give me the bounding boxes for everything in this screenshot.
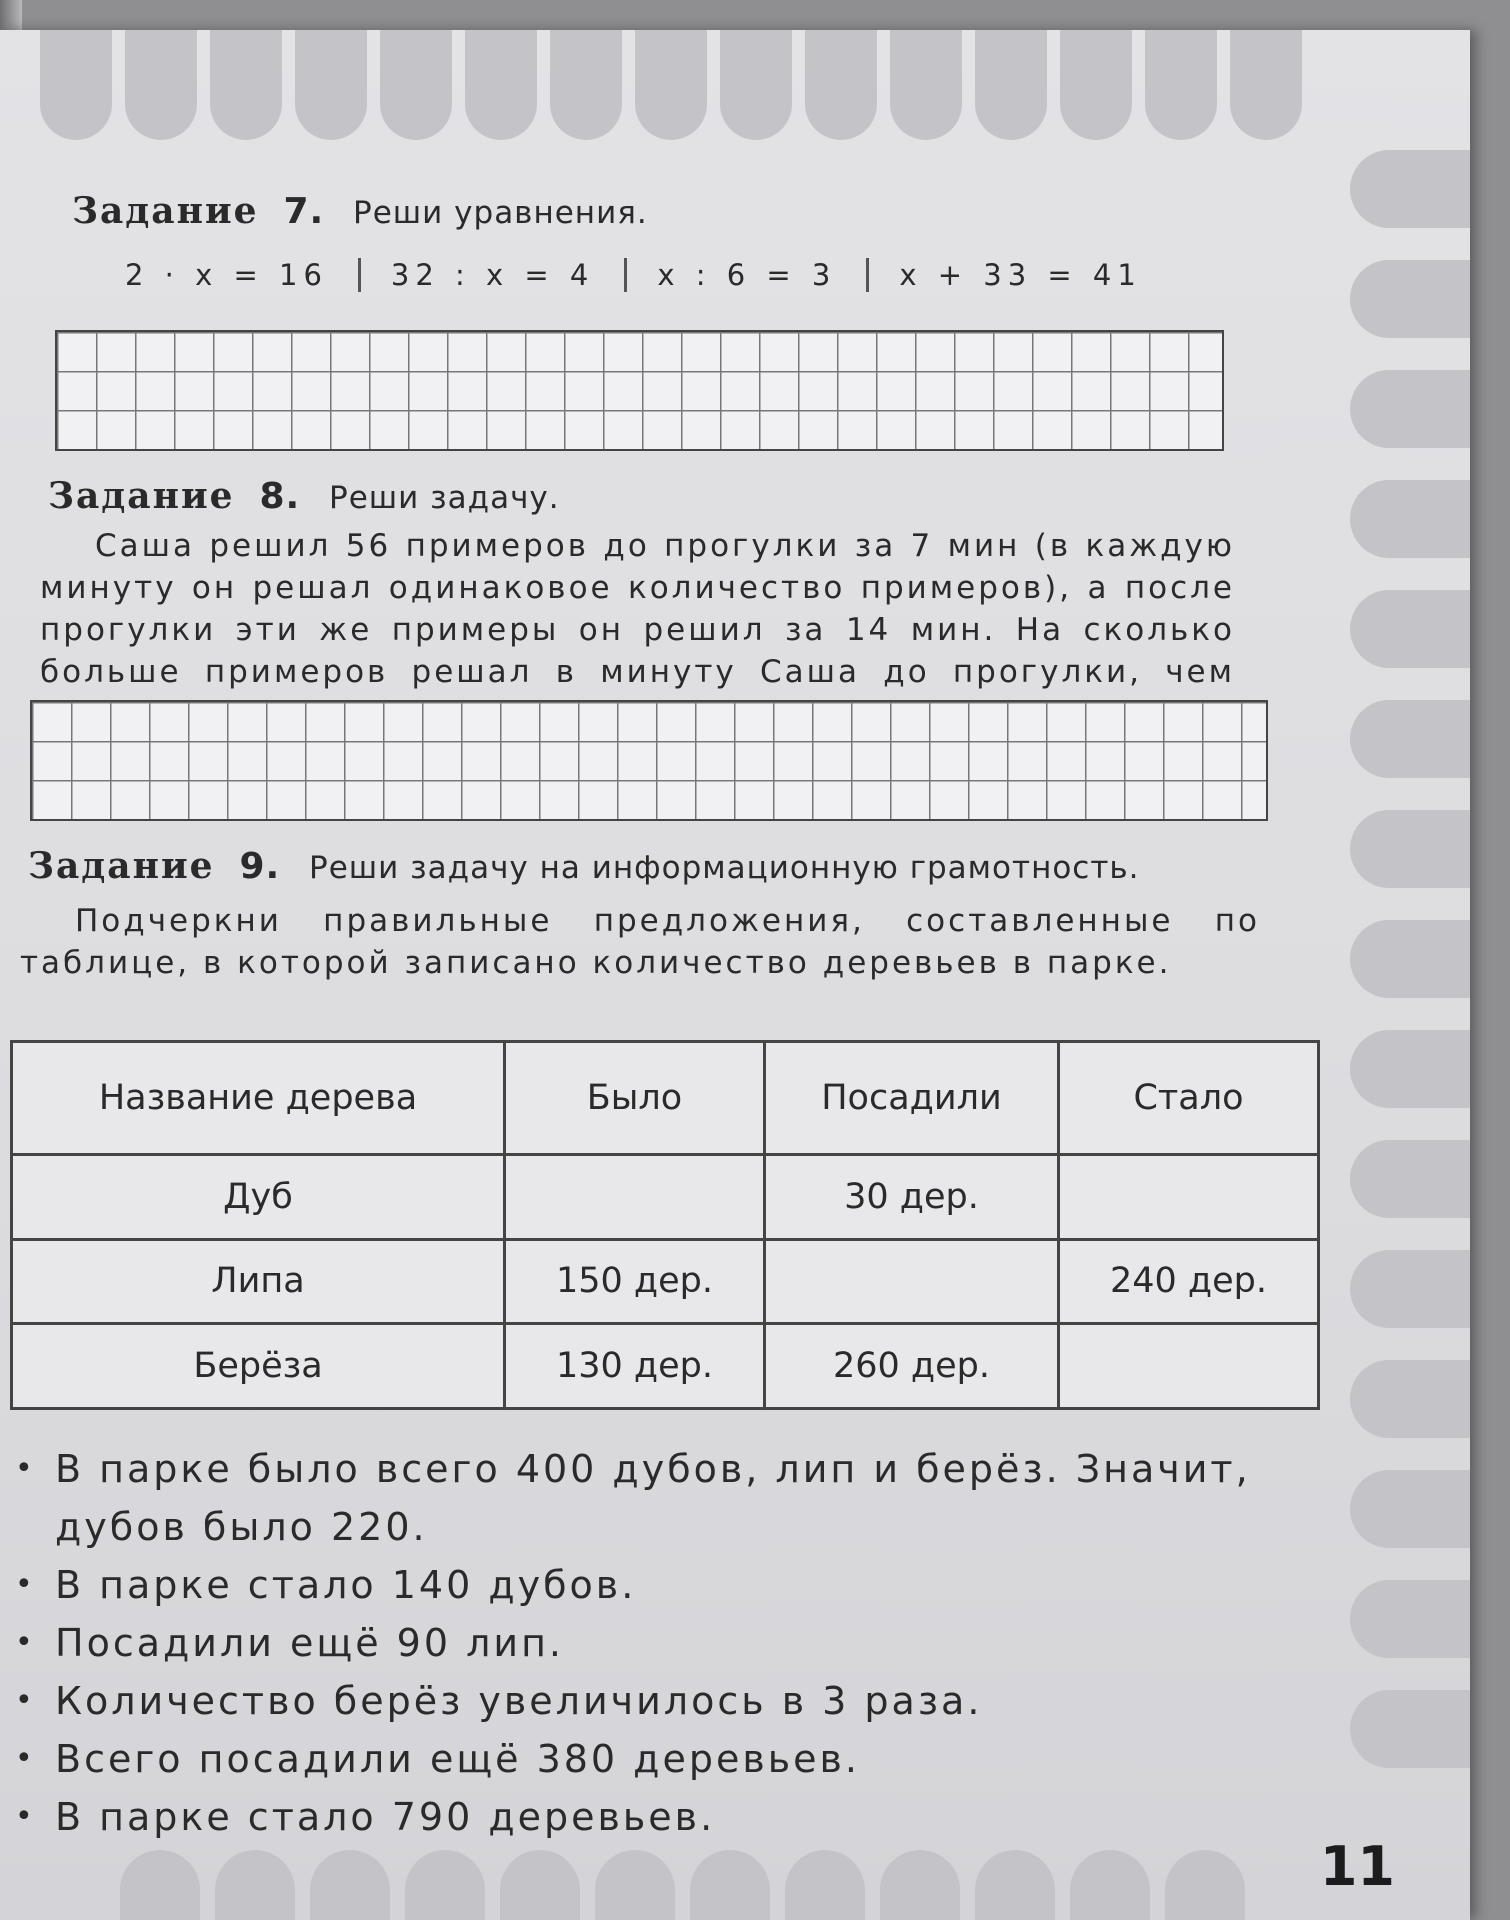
table-cell: 150 дер. bbox=[505, 1239, 765, 1324]
table-cell: Липа bbox=[12, 1239, 505, 1324]
header-was: Было bbox=[505, 1042, 765, 1155]
table-cell: Дуб bbox=[12, 1155, 505, 1240]
header-planted: Посадили bbox=[765, 1042, 1059, 1155]
decor-scallop bbox=[1350, 260, 1470, 338]
task9-text bbox=[20, 900, 1260, 984]
statement-item[interactable]: • Посадили ещё 90 лип. bbox=[55, 1614, 1360, 1672]
statements-list bbox=[0, 1440, 1360, 1846]
equation: x + 33 = 41 bbox=[866, 258, 1171, 292]
statement-item[interactable]: • В парке стало 790 деревьев. bbox=[55, 1788, 1360, 1846]
decor-scallop bbox=[1350, 480, 1470, 558]
trees-table bbox=[10, 1040, 1320, 1410]
table-row bbox=[12, 1239, 1319, 1324]
decor-scallop bbox=[890, 30, 962, 140]
decor-scallop bbox=[1350, 1250, 1470, 1328]
task7-instruction: Реши уравнения. bbox=[353, 195, 648, 231]
decor-scallop bbox=[40, 30, 112, 140]
task8-instruction: Реши задачу. bbox=[329, 480, 560, 516]
task7-label: Задание bbox=[72, 190, 259, 232]
statement-item[interactable]: • Всего посадили ещё 380 деревьев. bbox=[55, 1730, 1360, 1788]
decor-scallop bbox=[1350, 590, 1470, 668]
decor-scallop bbox=[1350, 1690, 1470, 1768]
answer-grid-task7[interactable] bbox=[55, 330, 1224, 451]
decor-scallop bbox=[125, 30, 197, 140]
decor-scallop bbox=[1350, 810, 1470, 888]
task8-problem-text: Саша решил 56 примеров до прогулки за 7 мин (в каждую минуту он решал одинаковое количество примеров), а после прогулки эти же примеры он решил за 14 мин. На сколько больше примеров решал в минуту Саша до прогулки, чем bbox=[40, 528, 1235, 690]
decor-scallop bbox=[690, 1850, 770, 1920]
table-cell: 260 дер. bbox=[765, 1324, 1059, 1409]
decor-scallop bbox=[550, 30, 622, 140]
decor-scallop bbox=[880, 1850, 960, 1920]
task7-heading bbox=[72, 190, 648, 232]
decor-scallop bbox=[1350, 1030, 1470, 1108]
decor-scallop bbox=[215, 1850, 295, 1920]
table-row bbox=[12, 1324, 1319, 1409]
table-cell: 30 дер. bbox=[765, 1155, 1059, 1240]
task9-problem-text: Подчеркни правильные предложения, составленные по таблице, в которой записано количество деревьев в парке. bbox=[20, 903, 1260, 981]
table-header-row bbox=[12, 1042, 1319, 1155]
table-cell: 240 дер. bbox=[1058, 1239, 1318, 1324]
decor-scallop bbox=[1350, 150, 1470, 228]
decor-scallop bbox=[975, 30, 1047, 140]
statement-item[interactable]: • Количество берёз увеличилось в 3 раза. bbox=[55, 1672, 1360, 1730]
decor-scallop bbox=[295, 30, 367, 140]
decor-scallop bbox=[120, 1850, 200, 1920]
decor-scallop bbox=[1060, 30, 1132, 140]
decor-scallop bbox=[1350, 1580, 1470, 1658]
table-cell-empty[interactable] bbox=[1058, 1155, 1318, 1240]
equation: x : 6 = 3 bbox=[624, 258, 866, 292]
task8-label: Задание bbox=[48, 475, 235, 517]
table-cell-empty[interactable] bbox=[1058, 1324, 1318, 1409]
decor-scallop bbox=[1145, 30, 1217, 140]
decor-scallop bbox=[1165, 1850, 1245, 1920]
task9-instruction: Реши задачу на информационную грамотность. bbox=[309, 850, 1140, 886]
decor-scallop bbox=[1350, 370, 1470, 448]
workbook-page bbox=[0, 30, 1470, 1920]
equation: 2 · x = 16 bbox=[125, 258, 328, 292]
task8-number: 8. bbox=[259, 476, 301, 517]
decor-scallop bbox=[595, 1850, 675, 1920]
decor-scallop bbox=[785, 1850, 865, 1920]
decor-scallop bbox=[380, 30, 452, 140]
answer-grid-task8[interactable] bbox=[30, 700, 1268, 821]
task9-heading bbox=[28, 845, 1140, 887]
decor-scallop bbox=[1350, 1360, 1470, 1438]
header-tree-name: Название дерева bbox=[12, 1042, 505, 1155]
task8-heading bbox=[48, 475, 560, 517]
table-row bbox=[12, 1155, 1319, 1240]
table-cell-empty[interactable] bbox=[765, 1239, 1059, 1324]
equations-row bbox=[95, 258, 1195, 292]
decor-scallop bbox=[1350, 700, 1470, 778]
decor-scallop bbox=[1230, 30, 1302, 140]
decor-scallop bbox=[405, 1850, 485, 1920]
decor-scallop bbox=[465, 30, 537, 140]
task9-label: Задание bbox=[28, 845, 215, 887]
statement-item[interactable]: • В парке было всего 400 дубов, лип и берёз. Значит, дубов было 220. bbox=[55, 1440, 1360, 1556]
task9-number: 9. bbox=[239, 846, 281, 887]
decor-scallop bbox=[500, 1850, 580, 1920]
decor-scallop bbox=[1350, 1140, 1470, 1218]
decor-scallop bbox=[720, 30, 792, 140]
decor-scallop bbox=[1350, 920, 1470, 998]
page-number: 11 bbox=[1319, 1835, 1395, 1898]
table-cell: Берёза bbox=[12, 1324, 505, 1409]
header-became: Стало bbox=[1058, 1042, 1318, 1155]
decor-scallop bbox=[210, 30, 282, 140]
statement-item[interactable]: • В парке стало 140 дубов. bbox=[55, 1556, 1360, 1614]
task7-number: 7. bbox=[283, 191, 325, 232]
equation: 32 : x = 4 bbox=[358, 258, 624, 292]
table-cell-empty[interactable] bbox=[505, 1155, 765, 1240]
decor-scallop bbox=[310, 1850, 390, 1920]
decor-scallop bbox=[1350, 1470, 1470, 1548]
decor-scallop bbox=[1070, 1850, 1150, 1920]
decor-scallop bbox=[975, 1850, 1055, 1920]
table-cell: 130 дер. bbox=[505, 1324, 765, 1409]
decor-scallop bbox=[805, 30, 877, 140]
decor-scallop bbox=[635, 30, 707, 140]
